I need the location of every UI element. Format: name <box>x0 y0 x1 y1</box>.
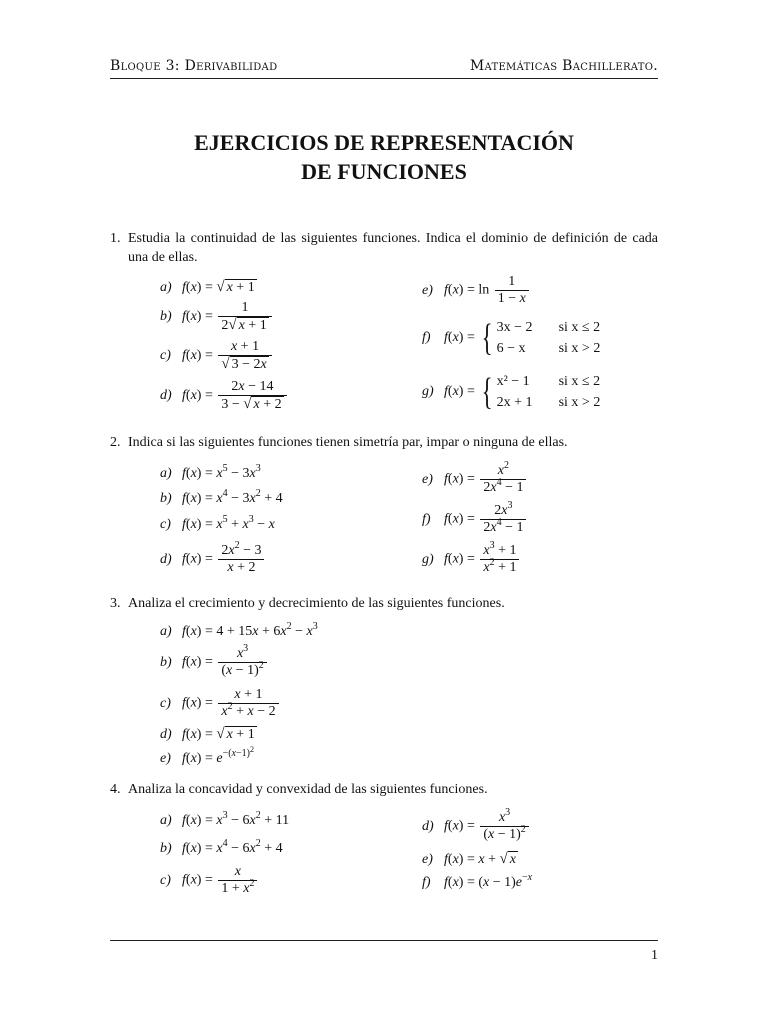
title-line-2: DE FUNCIONES <box>301 159 467 184</box>
question-number: 1. <box>110 231 121 246</box>
q2-item-d: d) f(x) = $\frac{2x^2 - 3}{x + 2}$ <box>160 543 266 576</box>
question-number: 2. <box>110 435 121 450</box>
question-2 <box>110 433 658 452</box>
page-title <box>0 128 768 186</box>
question-number: 3. <box>110 596 121 611</box>
question-text: Analiza el crecimiento y decrecimiento de las siguientes funciones. <box>128 596 505 611</box>
q3-item-c: c) f(x) = $\frac{x + 1}{x^2 + x - 2}$ <box>160 687 281 720</box>
q3-item-e: e) $f(x) = e^{-(x-1)^2}$ <box>160 745 254 766</box>
q2-item-b: b) $f(x) = x^4 - 3x^2 + 4$ <box>160 488 283 506</box>
q3-item-a: a) $f(x) = 4 + 15x + 6x^2 - x^3$ <box>160 621 318 639</box>
q3-item-d: d) f(x) = √ x + 1 <box>160 726 255 742</box>
q1-item-c: c) f(x) = $\frac{x + 1}{√ 3 - 2x}$ <box>160 339 274 373</box>
q4-item-a: a) $f(x) = x^3 - 6x^2 + 11$ <box>160 810 290 828</box>
question-text: Analiza la concavidad y convexidad de las siguientes funciones. <box>128 782 488 797</box>
question-number: 4. <box>110 782 121 797</box>
title-line-1: EJERCICIOS DE REPRESENTACIÓN <box>194 130 574 155</box>
question-4 <box>110 780 658 799</box>
q2-item-g: g) f(x) = $\frac{x^3 + 1}{x^2 + 1}$ <box>422 543 521 576</box>
q2-item-e: e) f(x) = $\frac{x^2}{2x^4 - 1}$ <box>422 463 528 496</box>
question-1 <box>110 229 658 267</box>
q2-item-f: f) f(x) = $\frac{2x^3}{2x^4 - 1}$ <box>422 503 528 536</box>
question-3 <box>110 594 658 613</box>
header-left: Bloque 3: Derivabilidad <box>110 58 278 74</box>
footer-divider <box>110 940 658 941</box>
q2-item-a: a) $f(x) = x^5 - 3x^3$ <box>160 463 261 481</box>
q4-item-d: d) f(x) = $\frac{x^3}{(x - 1)^2}$ <box>422 810 531 843</box>
q3-item-b: b) f(x) = $\frac{x^3}{(x - 1)^2}$ <box>160 646 269 679</box>
q1-item-b: b) f(x) = $\frac{1}{2√ x + 1}$ <box>160 300 274 334</box>
question-text: Estudia la continuidad de las siguientes funciones. Indica el dominio de definición de cada una de ellas. <box>128 231 658 265</box>
q1-item-a: a) f(x) = √ x + 1 <box>160 279 255 295</box>
q4-item-b: b) $f(x) = x^4 - 6x^2 + 4$ <box>160 838 283 856</box>
header-right: Matemáticas Bachillerato. <box>469 58 658 74</box>
q1-item-g: g) f(x) = { x² − 1 si x ≤ 2 2x + 1 si x > 2 <box>422 371 601 413</box>
q1-item-d: d) f(x) = $\frac{2x - 14}{3 - √ x + 2}$ <box>160 379 289 413</box>
q4-item-e: e) f(x) = x + √ x <box>422 851 516 867</box>
page-number: 1 <box>651 948 658 963</box>
question-text: Indica si las siguientes funciones tienen simetría par, impar o ninguna de ellas. <box>128 435 568 450</box>
q4-item-f: f) $f(x) = (x - 1)e^{-x}$ <box>422 872 533 890</box>
q2-item-c: c) $f(x) = x^5 + x^3 - x$ <box>160 514 275 532</box>
page-header <box>110 56 658 79</box>
q1-item-e: e) f(x) = ln $\frac{1}{1 - x}$ <box>422 274 531 307</box>
q4-item-c: c) f(x) = $\frac{x}{1 + x^2}$ <box>160 864 259 897</box>
q1-item-f: f) f(x) = { 3x − 2 si x ≤ 2 6 − x si x > 2 <box>422 317 601 359</box>
